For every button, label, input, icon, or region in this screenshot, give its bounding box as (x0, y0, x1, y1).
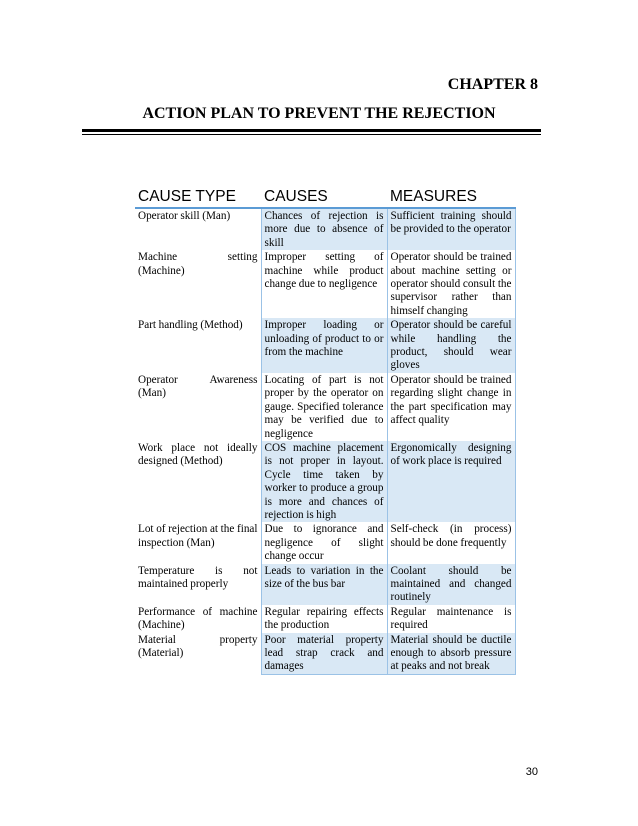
table-row (135, 522, 515, 563)
chapter-label: CHAPTER 8 (447, 76, 538, 93)
cause-type-cell: Lot of rejection at the final inspection (Man) (138, 523, 258, 549)
cause-type-cell: Performance of machine (Machine) (138, 605, 258, 632)
header-causes: CAUSES (261, 186, 387, 208)
page-title: ACTION PLAN TO PREVENT THE REJECTION (142, 105, 496, 122)
cause-cell: Improper setting of machine while product change due to negligence (261, 250, 387, 318)
title-rule-thick (82, 129, 541, 132)
measure-cell: Material should be ductile enough to absorb pressure at peaks and not break (387, 633, 515, 675)
cause-cell: COS machine placement is not proper in layout. Cycle time taken by worker to produce a group is more and chances of rejection is high (261, 441, 387, 522)
measure-cell: Ergonomically designing of work place is required (387, 441, 515, 522)
action-plan-table (135, 186, 516, 675)
table-row (135, 373, 515, 441)
measure-cell: Coolant should be maintained and changed routinely (387, 564, 515, 605)
header-measures: MEASURES (387, 186, 515, 208)
measure-cell: Sufficient training should be provided to the operator (387, 208, 515, 250)
page-number: 30 (525, 766, 538, 778)
table-header-row (135, 186, 515, 208)
cause-type-cell: Operator Awareness (Man) (138, 373, 258, 400)
cause-type-cell: Material property (Material) (138, 633, 258, 659)
cause-cell: Chances of rejection is more due to absence of skill (261, 208, 387, 250)
measure-cell: Operator should be careful while handling the product, should wear gloves (387, 318, 515, 373)
cause-type-cell: Machine setting (Machine) (138, 251, 258, 277)
cause-cell: Regular repairing effects the production (261, 605, 387, 633)
cause-cell: Improper loading or unloading of product to or from the machine (261, 318, 387, 373)
table-row (135, 633, 515, 675)
measure-cell: Operator should be trained regarding slight change in the part specification may affect quality (387, 373, 515, 441)
table-row (135, 564, 515, 605)
cause-type-cell: Temperature is not maintained properly (138, 564, 258, 590)
measure-cell: Operator should be trained about machine setting or operator should consult the supervisor rather than himself changing (387, 250, 515, 318)
cause-cell: Locating of part is not proper by the operator on gauge. Specified tolerance may be verified due to negligence (261, 373, 387, 441)
table-row (135, 208, 515, 250)
cause-cell: Due to ignorance and negligence of slight change occur (261, 522, 387, 563)
table-row (135, 605, 515, 633)
cause-type-cell: Part handling (Method) (138, 319, 243, 332)
cause-cell: Poor material property lead strap crack and damages (261, 633, 387, 675)
table-row (135, 318, 515, 373)
cause-type-cell: Operator skill (Man) (138, 210, 231, 222)
table-row (135, 441, 515, 522)
title-rule-thin (82, 134, 541, 135)
cause-cell: Leads to variation in the size of the bus bar (261, 564, 387, 605)
measure-cell: Regular maintenance is required (387, 605, 515, 633)
cause-type-cell: Work place not ideally designed (Method) (138, 441, 258, 468)
header-cause-type: CAUSE TYPE (135, 186, 261, 208)
table-row (135, 250, 515, 318)
measure-cell: Self-check (in process) should be done frequently (387, 522, 515, 563)
